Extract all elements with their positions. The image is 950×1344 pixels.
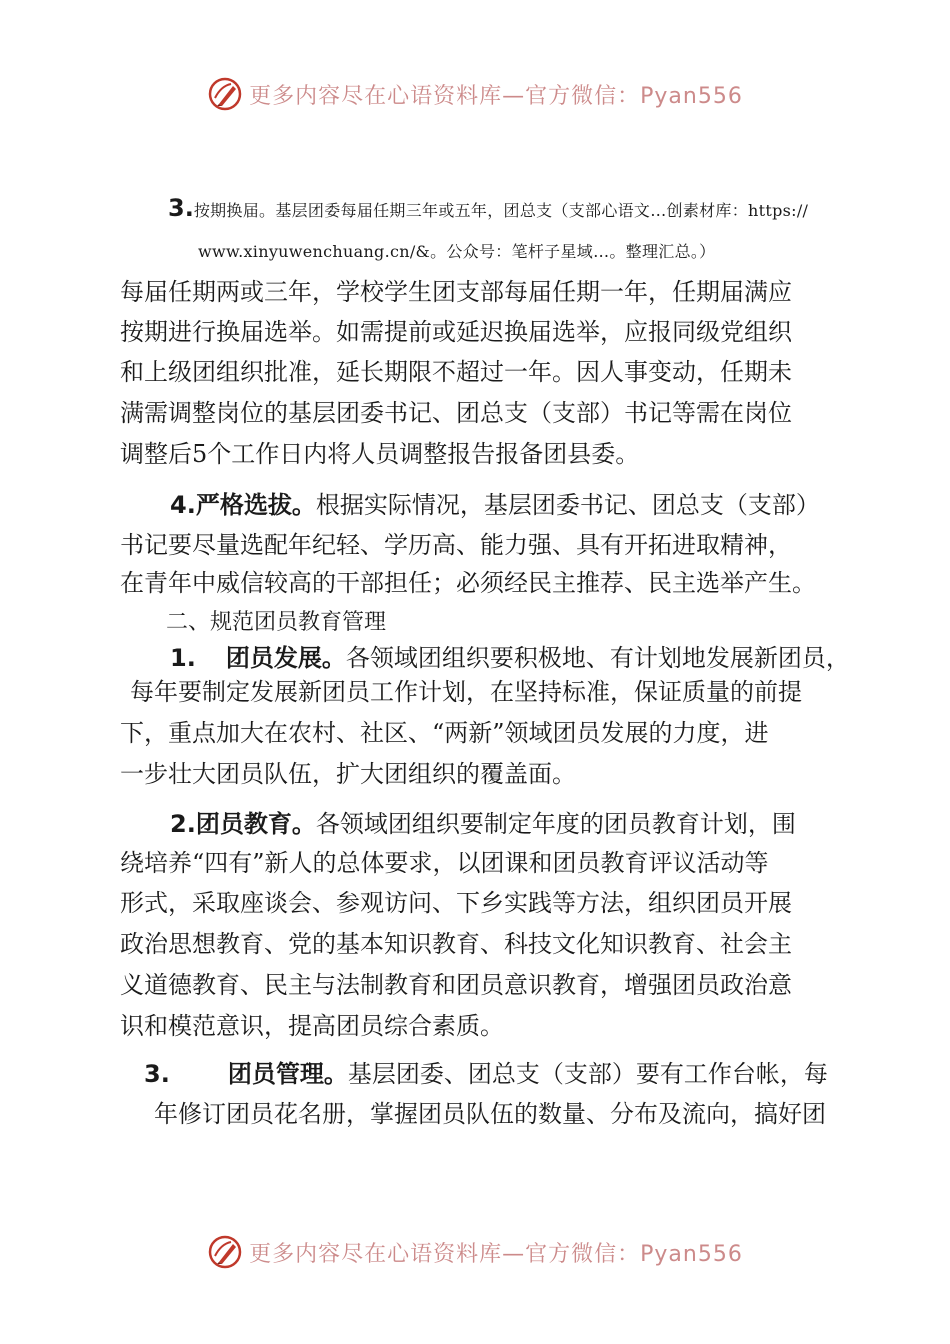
- paragraph-heading: 团员管理。: [227, 1060, 348, 1088]
- paragraph-4-line-4: 政治思想教育、党的基本知识教育、科技文化知识教育、社会主: [120, 930, 792, 958]
- pen-logo-icon: [207, 1234, 243, 1270]
- paragraph-text: 基层团委、团总支（支部）要有工作台帐，每: [347, 1060, 828, 1088]
- paragraph-1-line-5: 和上级团组织批准，延长期限不超过一年。因人事变动，任期未: [120, 358, 792, 386]
- paragraph-text: 根据实际情况，基层团委书记、团总支（支部）: [315, 491, 820, 519]
- paragraph-4-line-3: 形式，采取座谈会、参观访问、下乡实践等方法，组织团员开展: [120, 889, 792, 917]
- header-watermark-text: 更多内容尽在心语资料库—官方微信：Pyan556: [249, 83, 743, 109]
- paragraph-3-line-2: 每年要制定发展新团员工作计划，在坚持标准，保证质量的前提: [130, 678, 802, 706]
- paragraph-heading: 团员发展。: [225, 644, 346, 672]
- paragraph-2-line-1: [170, 489, 820, 521]
- paragraph-4-line-2: 绕培养“四有”新人的总体要求，以团课和团员教育评议活动等: [120, 849, 769, 877]
- paragraph-4-line-5: 义道德教育、民主与法制教育和团员意识教育，增强团员政治意: [120, 971, 792, 999]
- paragraph-5-line-2: 年修订团员花名册，掌握团员队伍的数量、分布及流向，搞好团: [154, 1100, 826, 1128]
- paragraph-heading: 4.严格选拔。: [170, 491, 316, 519]
- paragraph-1-line-1: [168, 192, 808, 227]
- paragraph-text: 按期换届。基层团委每届任期三年或五年，团总支（支部心语文…创素材库：https://: [193, 201, 809, 220]
- paragraph-1-line-3: 每届任期两或三年，学校学生团支部每届任期一年，任期届满应: [120, 278, 792, 306]
- paragraph-1-line-4: 按期进行换届选举。如需提前或延迟换届选举，应报同级党组织: [120, 318, 792, 346]
- footer-watermark-text: 更多内容尽在心语资料库—官方微信：Pyan556: [249, 1241, 743, 1267]
- paragraph-5-line-1: [144, 1058, 828, 1090]
- pen-logo-icon: [207, 76, 243, 112]
- paragraph-text: 各领域团组织要积极地、有计划地发展新团员，: [345, 644, 850, 672]
- section-heading: 二、规范团员教育管理: [166, 610, 387, 635]
- paragraph-4-line-1: [170, 808, 796, 840]
- paragraph-text: 各领域团组织要制定年度的团员教育计划，围: [315, 810, 796, 838]
- item-number: 3.: [168, 194, 194, 222]
- footer-watermark: [0, 1230, 950, 1274]
- item-number: 3.: [144, 1060, 170, 1088]
- paragraph-4-line-6: 识和模范意识，提高团员综合素质。: [120, 1012, 504, 1040]
- paragraph-3-line-3: 下，重点加大在农村、社区、“两新”领域团员发展的力度，进: [120, 719, 769, 747]
- paragraph-1-line-7: 调整后5个工作日内将人员调整报告报备团县委。: [120, 440, 640, 468]
- header-watermark: [0, 72, 950, 116]
- paragraph-1-line-6: 满需调整岗位的基层团委书记、团总支（支部）书记等需在岗位: [120, 399, 792, 427]
- paragraph-3-line-4: 一步壮大团员队伍，扩大团组织的覆盖面。: [120, 760, 576, 788]
- paragraph-2-line-2: 书记要尽量选配年纪轻、学历高、能力强、具有开拓进取精神，: [120, 531, 792, 559]
- paragraph-3-line-1: [170, 642, 850, 674]
- paragraph-heading: 2.团员教育。: [170, 810, 316, 838]
- paragraph-1-line-2: www.xinyuwenchuang.cn/&。公众号：笔杆子星域…。整理汇总。）: [198, 242, 716, 261]
- paragraph-2-line-3: 在青年中威信较高的干部担任；必须经民主推荐、民主选举产生。: [120, 569, 816, 597]
- item-number: 1.: [170, 644, 196, 672]
